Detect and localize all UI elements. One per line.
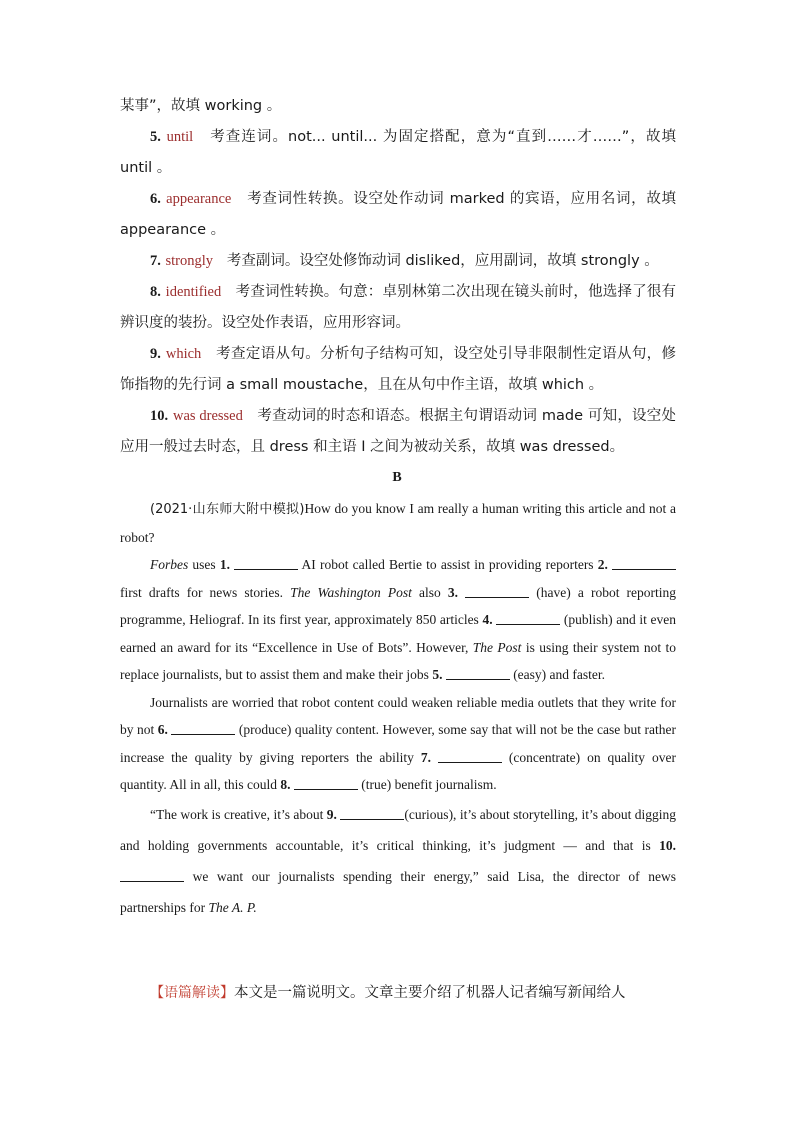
blank-8[interactable] bbox=[294, 776, 358, 790]
blank-10[interactable] bbox=[120, 868, 184, 882]
answer-key: appearance bbox=[166, 191, 232, 207]
answer-4-tail: 某事”，故填 working 。 bbox=[120, 98, 282, 114]
passage-paragraph-3: “The work is creative, it’s about 9. (curious), it’s about storytelling, it’s about digging and holding governments accountable, it’s critical thinking, it’s judgment — and that is 10. we want our journalists spending their energy,” said Lisa, the director of news partnerships for The A. P. bbox=[120, 806, 677, 915]
blank-4[interactable] bbox=[496, 611, 560, 625]
blank-5[interactable] bbox=[446, 666, 510, 680]
blank-7[interactable] bbox=[438, 749, 502, 763]
blank-6[interactable] bbox=[171, 721, 235, 735]
analysis-label: 【语篇解读】 bbox=[150, 985, 234, 1001]
source-label: (2021·山东师大附中模拟) bbox=[150, 502, 305, 517]
passage-intro: (2021·山东师大附中模拟)How do you know I am really a human writing this article and not a robot? bbox=[120, 501, 676, 545]
answer-6: 6. appearance 考查词性转换。设空处作动词 marked 的宾语，应用名词，故填 appearance 。 bbox=[120, 191, 677, 238]
blank-3[interactable] bbox=[465, 584, 529, 598]
section-heading: B bbox=[392, 470, 402, 485]
blank-1[interactable] bbox=[234, 556, 298, 570]
passage-analysis: 【语篇解读】本文是一篇说明文。文章主要介绍了机器人记者编写新闻给人 bbox=[150, 985, 626, 1001]
answer-10: 10. was dressed 考查动词的时态和语态。根据主句谓语动词 made 可知，设空处应用一般过去时态，且 dress 和主语 I 之间为被动关系，故填 was dressed。 bbox=[120, 408, 677, 455]
passage-paragraph-1: Forbes uses 1. AI robot called Bertie to assist in providing reporters 2. first drafts for news stories. The Washington Post also 3. (have) a robot reporting programme, Heliograf. In its first year, approximately 850 articles 4. (publish) and it even earned an award for its “Excellence in Use of Bots”. However, The Post is using their system not to replace journalists, but to assist them and make their jobs 5. (easy) and faster. bbox=[120, 557, 677, 682]
blank-9[interactable] bbox=[340, 806, 404, 820]
blank-2[interactable] bbox=[612, 556, 676, 570]
answer-key: which bbox=[165, 346, 202, 362]
answer-5: 5. until 考查连词。not... until... 为固定搭配，意为“直到……才……”，故填 until 。 bbox=[120, 129, 677, 176]
answer-7: 7. strongly 考查副词。设空处修饰动词 disliked，应用副词，故填 strongly 。 bbox=[150, 253, 659, 269]
passage-paragraph-2: Journalists are worried that robot content could weaken reliable media outlets that they write for by not 6. (produce) quality content. However, some say that will not be the case but rather increase the quality by giving reporters the ability 7. (concentrate) on quality over quantity. All in all, this could 8. (true) benefit journalism. bbox=[120, 694, 676, 792]
answer-key: strongly bbox=[165, 253, 214, 269]
answer-8: 8. identified 考查词性转换。句意：卓别林第二次出现在镜头前时，他选择了很有辨识度的装扮。设空处作表语，应用形容词。 bbox=[120, 284, 677, 331]
answer-key: identified bbox=[165, 284, 222, 300]
answer-explanations bbox=[120, 91, 676, 463]
answer-9: 9. which 考查定语从句。分析句子结构可知，设空处引导非限制性定语从句，修饰指物的先行词 a small moustache，且在从句中作主语，故填 which 。 bbox=[120, 346, 677, 393]
cloze-passage bbox=[120, 495, 676, 923]
answer-key: was dressed bbox=[172, 408, 243, 424]
answer-key: until bbox=[166, 129, 194, 145]
